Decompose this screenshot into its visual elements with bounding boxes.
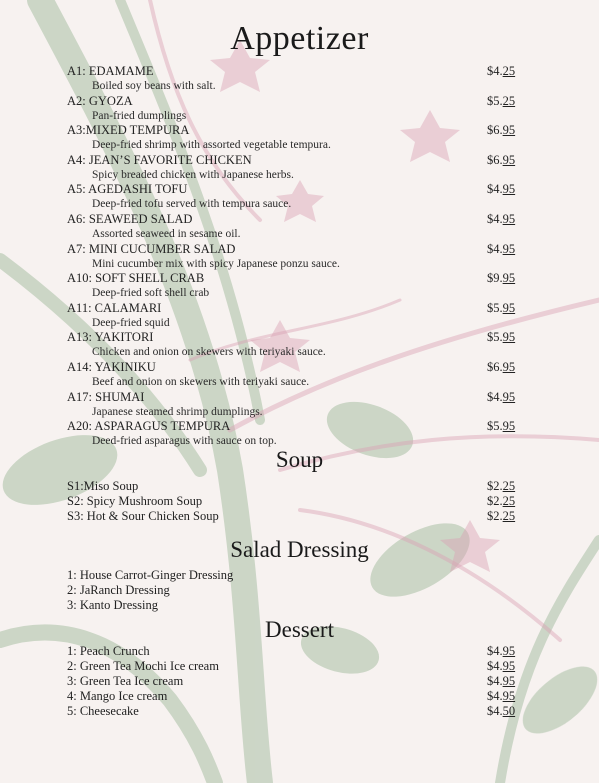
- menu-item: [67, 583, 522, 598]
- menu-item: [67, 568, 522, 583]
- item-price: [487, 64, 515, 79]
- price-dollars: $9.: [487, 271, 503, 286]
- item-name: S1:Miso Soup: [67, 479, 139, 493]
- menu-item: [67, 674, 522, 689]
- price-cents: 95: [502, 123, 516, 138]
- price-cents: 95: [502, 419, 516, 434]
- item-name: A13: YAKITORI: [67, 330, 154, 345]
- item-name: 2: Green Tea Mochi Ice cream: [67, 659, 219, 673]
- menu-item: [67, 689, 522, 704]
- item-name: 1: House Carrot-Ginger Dressing: [67, 568, 234, 582]
- price-cents: 95: [502, 182, 516, 197]
- salad-dressing-title: Salad Dressing: [230, 537, 369, 562]
- item-price: [487, 419, 515, 434]
- dessert-title: Dessert: [265, 617, 334, 642]
- menu-item: [67, 479, 522, 494]
- item-name: A14: YAKINIKU: [67, 360, 156, 374]
- item-description: Deep-fried squid: [92, 316, 170, 329]
- item-price: [487, 644, 515, 659]
- menu-item: [67, 182, 522, 197]
- item-name: A11: CALAMARI: [67, 300, 162, 315]
- item-price: [487, 390, 515, 405]
- price-cents: 50: [502, 704, 516, 718]
- price-cents: 25: [502, 64, 516, 78]
- item-name: A2: GYOZA: [67, 93, 133, 108]
- price-dollars: $4.: [487, 241, 503, 256]
- item-price: [487, 360, 515, 375]
- price-cents: 95: [502, 212, 516, 226]
- item-name: 1: Peach Crunch: [67, 644, 150, 658]
- menu-item: [67, 271, 522, 286]
- item-name: 2: JaRanch Dressing: [67, 583, 170, 597]
- price-dollars: $4.: [487, 644, 503, 658]
- menu-item: [67, 494, 522, 509]
- appetizer-title: Appetizer: [230, 20, 369, 57]
- price-dollars: $5.: [487, 419, 503, 434]
- item-name: 5: Cheesecake: [67, 704, 139, 718]
- item-description: Deep-fried soft shell crab: [92, 287, 210, 300]
- menu-item: [67, 704, 522, 719]
- price-dollars: $2.: [487, 479, 503, 493]
- menu-item: [67, 598, 522, 613]
- item-price: [487, 301, 515, 316]
- menu-item: [67, 644, 522, 659]
- price-dollars: $4.: [487, 674, 503, 688]
- item-description: Assorted seaweed in sesame oil.: [92, 228, 241, 240]
- price-dollars: $4.: [487, 659, 503, 673]
- price-dollars: $4.: [487, 182, 503, 197]
- price-cents: 95: [502, 644, 516, 658]
- item-name: A4: JEAN’S FAVORITE CHICKEN: [67, 152, 252, 167]
- item-price: [487, 494, 515, 509]
- item-name: A10: SOFT SHELL CRAB: [67, 271, 205, 286]
- menu-item: [67, 360, 522, 375]
- soup-title: Soup: [275, 447, 324, 472]
- menu-item: [67, 242, 522, 257]
- item-name: A3:MIXED TEMPURA: [67, 123, 190, 138]
- item-name: 3: Kanto Dressing: [67, 598, 158, 612]
- price-cents: 25: [502, 509, 516, 523]
- menu-item: [67, 509, 522, 524]
- price-dollars: $4.: [487, 689, 503, 703]
- item-name: A6: SEAWEED SALAD: [67, 212, 193, 226]
- item-price: [487, 509, 515, 524]
- price-cents: 95: [502, 689, 516, 703]
- price-cents: 95: [502, 300, 516, 315]
- price-cents: 95: [502, 659, 516, 673]
- price-cents: 95: [502, 389, 516, 404]
- price-dollars: $4.: [487, 64, 503, 78]
- item-price: [487, 704, 515, 719]
- item-price: [487, 479, 515, 494]
- item-description: Pan-fried dumplings: [92, 109, 187, 122]
- menu-item: [67, 301, 522, 316]
- item-name: A1: EDAMAME: [67, 64, 154, 78]
- menu-item: [67, 659, 522, 674]
- menu-item: [67, 390, 522, 405]
- item-price: [487, 242, 515, 257]
- menu-item: [67, 94, 522, 109]
- price-dollars: $5.: [487, 93, 503, 108]
- item-price: [487, 182, 515, 197]
- menu-item: [67, 419, 522, 434]
- item-price: [487, 659, 515, 674]
- item-price: [487, 330, 515, 345]
- price-cents: 25: [502, 93, 516, 108]
- menu-item: [67, 153, 522, 168]
- price-dollars: $5.: [487, 330, 503, 345]
- price-dollars: $6.: [487, 152, 503, 167]
- item-price: [487, 212, 515, 227]
- item-name: A7: MINI CUCUMBER SALAD: [67, 241, 236, 256]
- price-cents: 25: [502, 479, 516, 493]
- menu-item: [67, 123, 522, 138]
- item-description: Deep-fried tofu served with tempura sauce.: [92, 198, 292, 211]
- menu-item: [67, 64, 522, 79]
- price-cents: 95: [502, 360, 516, 374]
- item-description: Deep-fried shrimp with assorted vegetable tempura.: [92, 139, 331, 152]
- item-name: A17: SHUMAI: [67, 389, 145, 404]
- item-name: S2: Spicy Mushroom Soup: [67, 494, 203, 508]
- price-cents: 95: [502, 271, 516, 286]
- item-description: Beef and onion on skewers with teriyaki sauce.: [92, 376, 310, 388]
- price-dollars: $2.: [487, 494, 503, 508]
- price-dollars: $4.: [487, 389, 503, 404]
- price-cents: 95: [502, 330, 516, 345]
- price-cents: 95: [502, 241, 516, 256]
- item-name: A20: ASPARAGUS TEMPURA: [67, 419, 231, 434]
- item-price: [487, 123, 515, 138]
- price-dollars: $6.: [487, 123, 503, 138]
- price-dollars: $6.: [487, 360, 503, 374]
- item-description: Deed-fried asparagus with sauce on top.: [92, 435, 277, 448]
- price-cents: 95: [502, 674, 516, 688]
- item-description: Japanese steamed shrimp dumplings.: [92, 405, 263, 418]
- item-name: A5: AGEDASHI TOFU: [67, 182, 188, 197]
- price-cents: 95: [502, 152, 516, 167]
- menu-item: [67, 212, 522, 227]
- price-dollars: $5.: [487, 300, 503, 315]
- item-description: Boiled soy beans with salt.: [92, 80, 216, 92]
- item-price: [487, 153, 515, 168]
- item-name: 4: Mango Ice cream: [67, 689, 168, 703]
- item-price: [487, 94, 515, 109]
- price-dollars: $2.: [487, 509, 503, 523]
- price-dollars: $4.: [487, 704, 503, 718]
- item-name: S3: Hot & Sour Chicken Soup: [67, 509, 219, 523]
- item-name: 3: Green Tea Ice cream: [67, 674, 184, 688]
- price-cents: 25: [502, 494, 516, 508]
- item-description: Chicken and onion on skewers with teriyaki sauce.: [92, 346, 326, 359]
- menu-item: [67, 330, 522, 345]
- item-price: [487, 689, 515, 704]
- item-description: Mini cucumber mix with spicy Japanese ponzu sauce.: [92, 257, 340, 270]
- price-dollars: $4.: [487, 212, 503, 226]
- item-price: [487, 674, 515, 689]
- item-price: [487, 271, 515, 286]
- item-description: Spicy breaded chicken with Japanese herbs.: [92, 168, 294, 181]
